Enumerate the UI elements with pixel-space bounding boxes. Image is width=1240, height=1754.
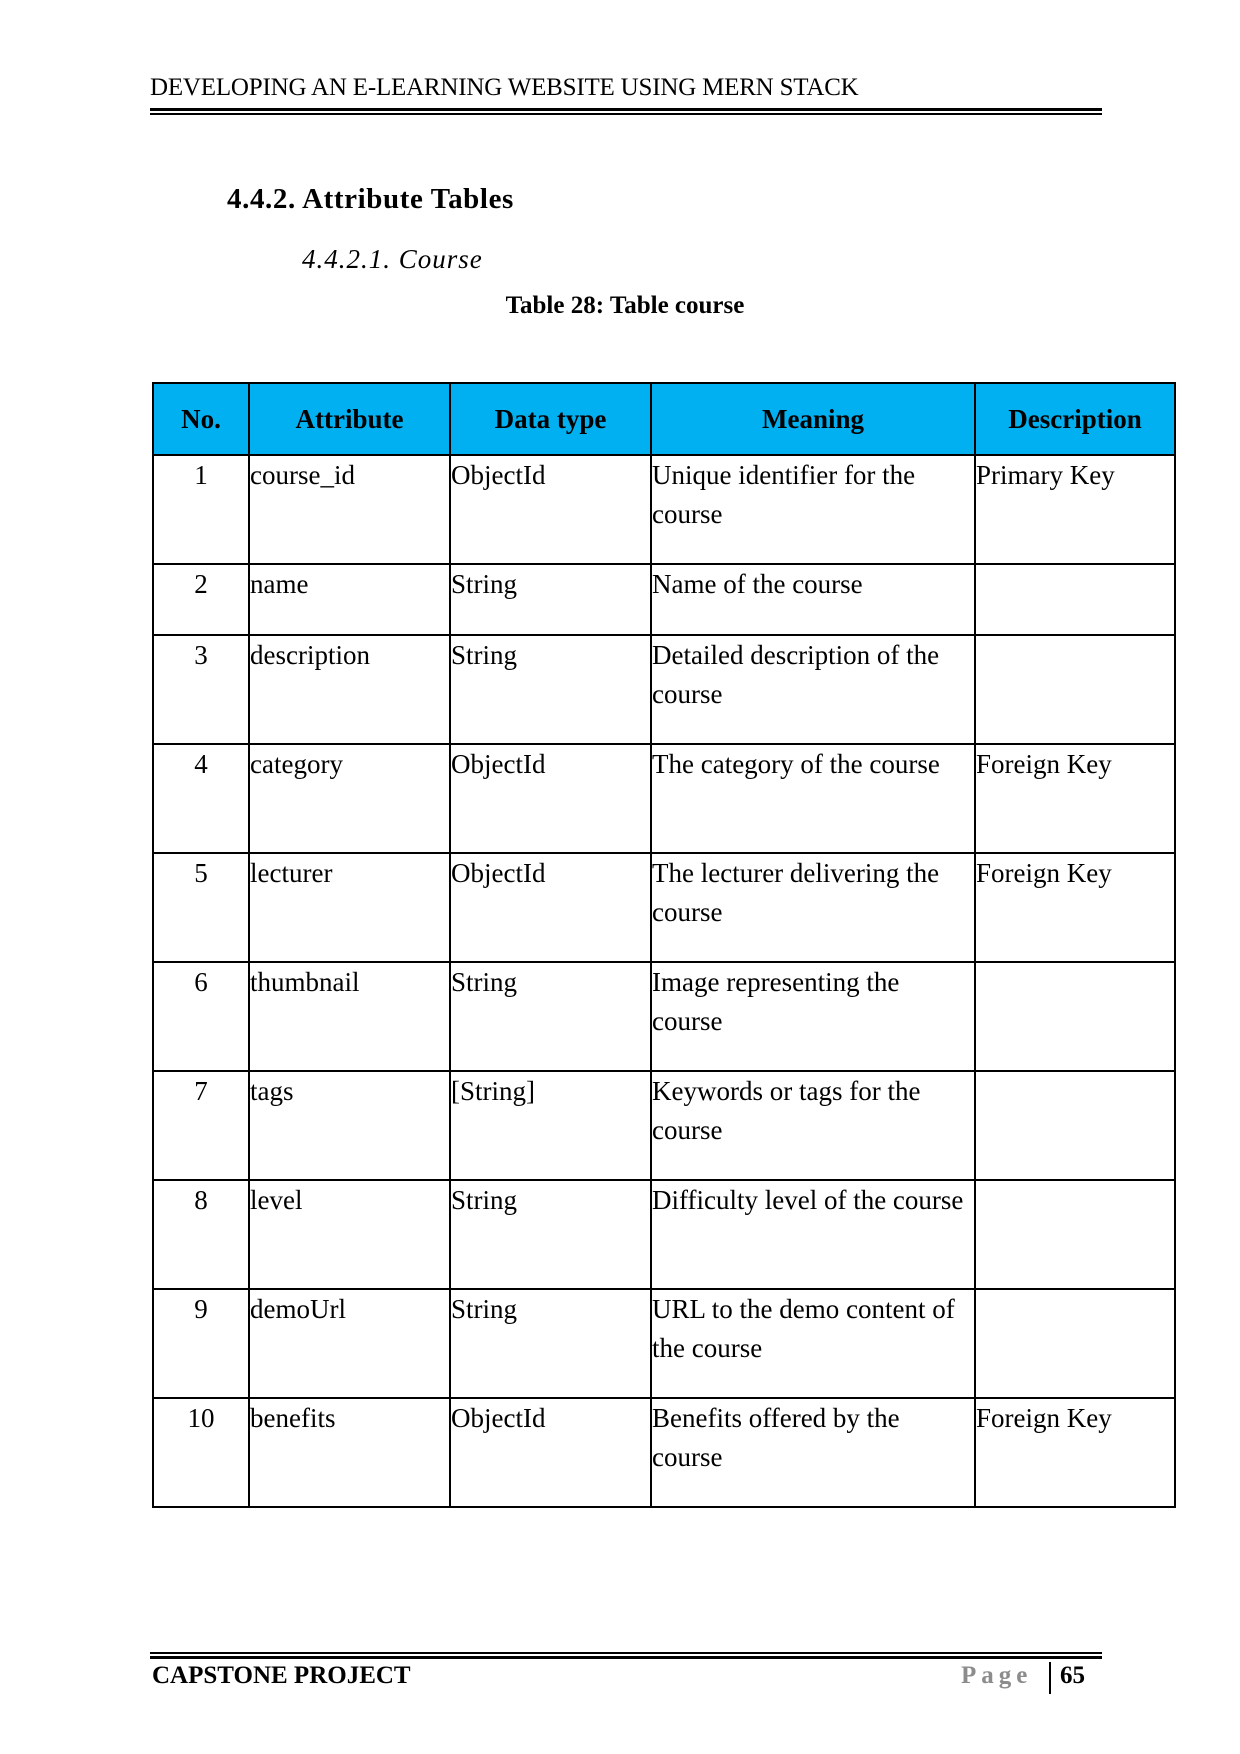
header-rule-thin <box>150 113 1102 115</box>
cell-attribute: description <box>249 635 450 744</box>
column-header-description: Description <box>975 383 1175 455</box>
cell-description <box>975 1180 1175 1289</box>
footer-rule-thin <box>150 1652 1102 1654</box>
cell-attribute: tags <box>249 1071 450 1180</box>
cell-no: 2 <box>153 564 249 635</box>
cell-attribute: course_id <box>249 455 450 564</box>
cell-meaning: Image representing the course <box>651 962 975 1071</box>
cell-no: 3 <box>153 635 249 744</box>
cell-data-type: ObjectId <box>450 455 651 564</box>
cell-description <box>975 1289 1175 1398</box>
cell-meaning: URL to the demo content of the course <box>651 1289 975 1398</box>
cell-no: 5 <box>153 853 249 962</box>
cell-attribute: demoUrl <box>249 1289 450 1398</box>
cell-description <box>975 962 1175 1071</box>
cell-attribute: thumbnail <box>249 962 450 1071</box>
footer-project-label: CAPSTONE PROJECT <box>152 1662 411 1689</box>
table-row <box>153 853 1175 962</box>
footer-page-label: Page <box>961 1662 1033 1689</box>
cell-data-type: String <box>450 1289 651 1398</box>
cell-attribute: level <box>249 1180 450 1289</box>
table-header-row <box>153 383 1175 455</box>
column-header-meaning: Meaning <box>651 383 975 455</box>
cell-description <box>975 564 1175 635</box>
cell-no: 8 <box>153 1180 249 1289</box>
cell-no: 9 <box>153 1289 249 1398</box>
cell-data-type: String <box>450 962 651 1071</box>
table-row <box>153 564 1175 635</box>
column-header-data-type: Data type <box>450 383 651 455</box>
cell-no: 1 <box>153 455 249 564</box>
cell-meaning: Benefits offered by the course <box>651 1398 975 1507</box>
table-row <box>153 1071 1175 1180</box>
table-row <box>153 455 1175 564</box>
footer-separator <box>1049 1662 1051 1694</box>
running-header-title: DEVELOPING AN E-LEARNING WEBSITE USING MERN STACK <box>150 74 859 101</box>
cell-no: 4 <box>153 744 249 853</box>
cell-attribute: name <box>249 564 450 635</box>
subsection-heading: 4.4.2.1. Course <box>302 244 483 274</box>
cell-description <box>975 1071 1175 1180</box>
cell-data-type: String <box>450 635 651 744</box>
cell-attribute: category <box>249 744 450 853</box>
table-caption: Table 28: Table course <box>505 292 745 319</box>
cell-description: Primary Key <box>975 455 1175 564</box>
cell-meaning: Name of the course <box>651 564 975 635</box>
cell-attribute: lecturer <box>249 853 450 962</box>
cell-description: Foreign Key <box>975 744 1175 853</box>
cell-data-type: ObjectId <box>450 853 651 962</box>
footer-page-number: 65 <box>1060 1662 1085 1689</box>
cell-meaning: Detailed description of the course <box>651 635 975 744</box>
cell-data-type: [String] <box>450 1071 651 1180</box>
cell-description: Foreign Key <box>975 1398 1175 1507</box>
cell-attribute: benefits <box>249 1398 450 1507</box>
cell-meaning: The category of the course <box>651 744 975 853</box>
cell-meaning: Keywords or tags for the course <box>651 1071 975 1180</box>
cell-meaning: Unique identifier for the course <box>651 455 975 564</box>
table-row <box>153 1398 1175 1507</box>
table-row <box>153 1180 1175 1289</box>
table-row <box>153 744 1175 853</box>
section-heading: 4.4.2. Attribute Tables <box>227 183 514 215</box>
column-header-no: No. <box>153 383 249 455</box>
cell-no: 6 <box>153 962 249 1071</box>
cell-data-type: String <box>450 564 651 635</box>
header-rule-thick <box>150 108 1102 111</box>
cell-no: 10 <box>153 1398 249 1507</box>
table-row <box>153 962 1175 1071</box>
column-header-attribute: Attribute <box>249 383 450 455</box>
footer-rule-thick <box>150 1656 1102 1659</box>
table-row <box>153 1289 1175 1398</box>
cell-data-type: ObjectId <box>450 744 651 853</box>
cell-meaning: The lecturer delivering the course <box>651 853 975 962</box>
cell-no: 7 <box>153 1071 249 1180</box>
cell-data-type: String <box>450 1180 651 1289</box>
attribute-table <box>152 382 1176 1508</box>
cell-description: Foreign Key <box>975 853 1175 962</box>
cell-data-type: ObjectId <box>450 1398 651 1507</box>
table-row <box>153 635 1175 744</box>
cell-meaning: Difficulty level of the course <box>651 1180 975 1289</box>
cell-description <box>975 635 1175 744</box>
